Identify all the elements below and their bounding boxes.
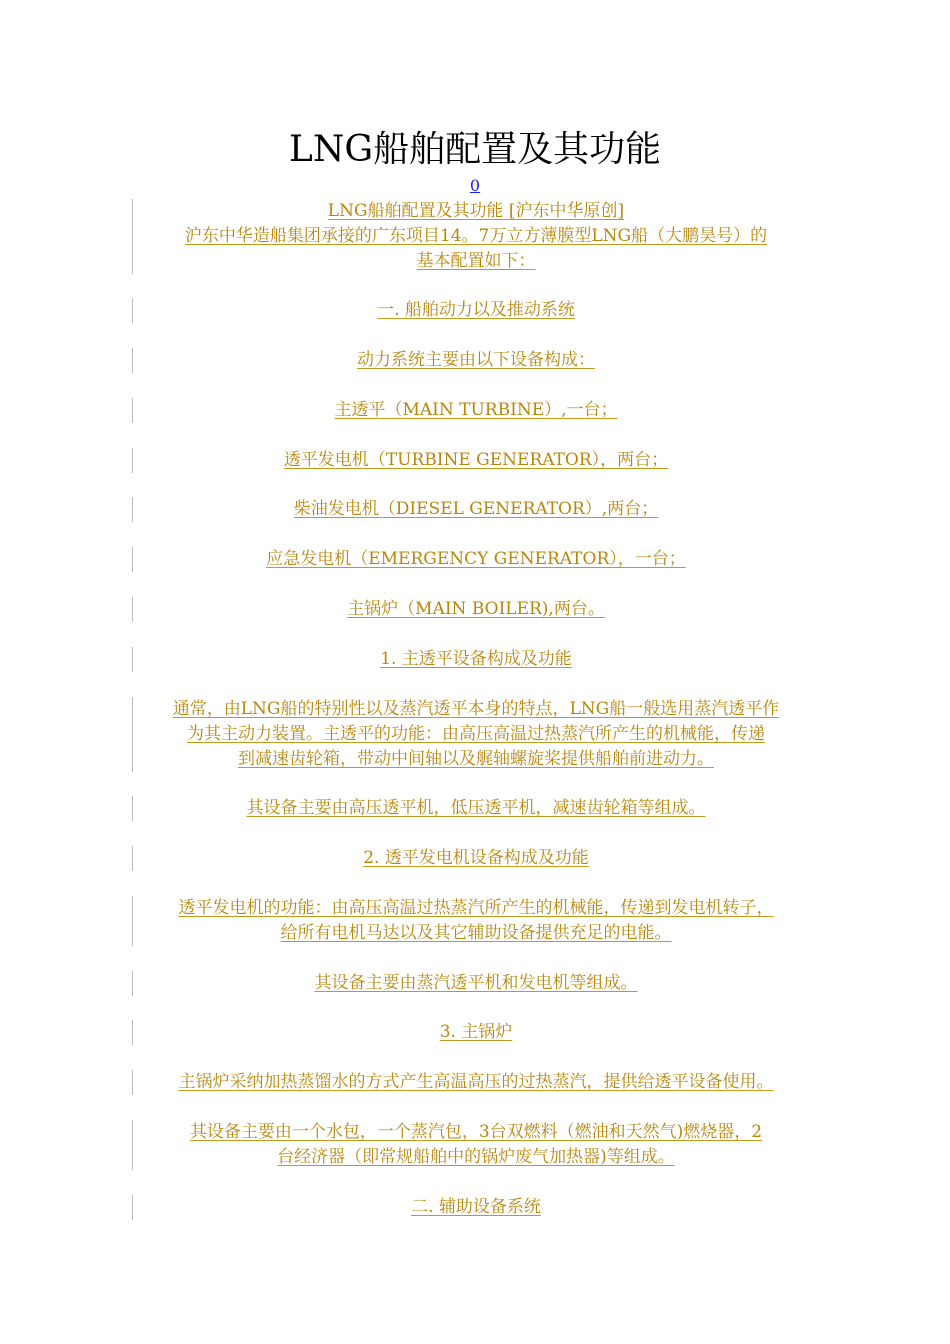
main-turbine-text[interactable]: 主透平（MAIN TURBINE）,一台； xyxy=(334,400,618,420)
diesel-generator-item[interactable] xyxy=(132,497,819,522)
sub-1-heading-text[interactable]: 1. 主透平设备构成及功能 xyxy=(380,649,572,669)
main-turbine-item[interactable] xyxy=(132,398,819,423)
section-2-heading-text[interactable]: 二. 辅助设备系统 xyxy=(411,1197,541,1217)
sub-2-desc-line-2[interactable]: 给所有电机马达以及其它辅助设备提供充足的电能。 xyxy=(280,923,672,943)
main-boiler-text[interactable]: 主锅炉（MAIN BOILER),两台。 xyxy=(347,599,605,619)
section-1-heading[interactable] xyxy=(132,298,819,323)
anchor-link-text[interactable]: 0 xyxy=(469,176,481,195)
intro-block[interactable] xyxy=(132,199,819,274)
section-2-heading[interactable] xyxy=(132,1195,819,1220)
sub-3-heading[interactable] xyxy=(132,1020,819,1045)
sub-1-description[interactable] xyxy=(132,697,819,772)
sub-3-description[interactable] xyxy=(132,1070,819,1095)
sub-2-parts-text[interactable]: 其设备主要由蒸汽透平机和发电机等组成。 xyxy=(314,973,638,993)
intro-line-2[interactable]: 沪东中华造船集团承接的广东项目14。7万立方薄膜型LNG船（大鹏昊号）的 xyxy=(184,226,768,246)
sub-2-description[interactable] xyxy=(132,896,819,946)
intro-line-3[interactable]: 基本配置如下： xyxy=(416,251,536,271)
sub-1-parts[interactable] xyxy=(132,796,819,821)
turbine-generator-text[interactable]: 透平发电机（TURBINE GENERATOR），两台； xyxy=(283,450,669,470)
sub-1-desc-line-3[interactable]: 到减速齿轮箱，带动中间轴以及艉轴螺旋桨提供船舶前进动力。 xyxy=(238,749,714,769)
sub-1-heading[interactable] xyxy=(132,647,819,672)
sub-1-desc-line-2[interactable]: 为其主动力装置。主透平的功能：由高压高温过热蒸汽所产生的机械能，传递 xyxy=(187,724,765,744)
sub-1-desc-line-1[interactable]: 通常，由LNG船的特别性以及蒸汽透平本身的特点，LNG船一般选用蒸汽透平作 xyxy=(172,699,780,719)
turbine-generator-item[interactable] xyxy=(132,448,819,473)
sub-3-parts[interactable] xyxy=(132,1120,819,1170)
page-title: LNG船舶配置及其功能 xyxy=(288,129,662,170)
power-intro[interactable] xyxy=(132,348,819,373)
sub-2-desc-line-1[interactable]: 透平发电机的功能：由高压高温过热蒸汽所产生的机械能，传递到发电机转子， xyxy=(178,898,774,918)
sub-3-heading-text[interactable]: 3. 主锅炉 xyxy=(439,1022,513,1042)
main-boiler-item[interactable] xyxy=(132,597,819,622)
sub-2-heading-text[interactable]: 2. 透平发电机设备构成及功能 xyxy=(363,848,589,868)
sub-3-parts-line-2[interactable]: 台经济器（即常规船舶中的锅炉废气加热器)等组成。 xyxy=(277,1147,675,1167)
sub-2-parts[interactable] xyxy=(132,971,819,996)
anchor-link[interactable] xyxy=(0,176,950,196)
power-intro-text[interactable]: 动力系统主要由以下设备构成： xyxy=(357,350,595,370)
emergency-generator-item[interactable] xyxy=(132,547,819,572)
intro-line-1[interactable]: LNG船舶配置及其功能 [沪东中华原创] xyxy=(327,201,625,221)
sub-2-heading[interactable] xyxy=(132,846,819,871)
section-1-heading-text[interactable]: 一. 船舶动力以及推动系统 xyxy=(377,300,575,320)
sub-3-parts-line-1[interactable]: 其设备主要由一个水包，一个蒸汽包，3台双燃料（燃油和天然气)燃烧器，2 xyxy=(189,1122,763,1142)
emergency-generator-text[interactable]: 应急发电机（EMERGENCY GENERATOR），一台； xyxy=(266,549,686,569)
diesel-generator-text[interactable]: 柴油发电机（DIESEL GENERATOR）,两台； xyxy=(293,499,659,519)
sub-1-parts-text[interactable]: 其设备主要由高压透平机，低压透平机，减速齿轮箱等组成。 xyxy=(246,798,706,818)
sub-3-desc-text[interactable]: 主锅炉采纳加热蒸馏水的方式产生高温高压的过热蒸汽，提供给透平设备使用。 xyxy=(178,1072,774,1092)
